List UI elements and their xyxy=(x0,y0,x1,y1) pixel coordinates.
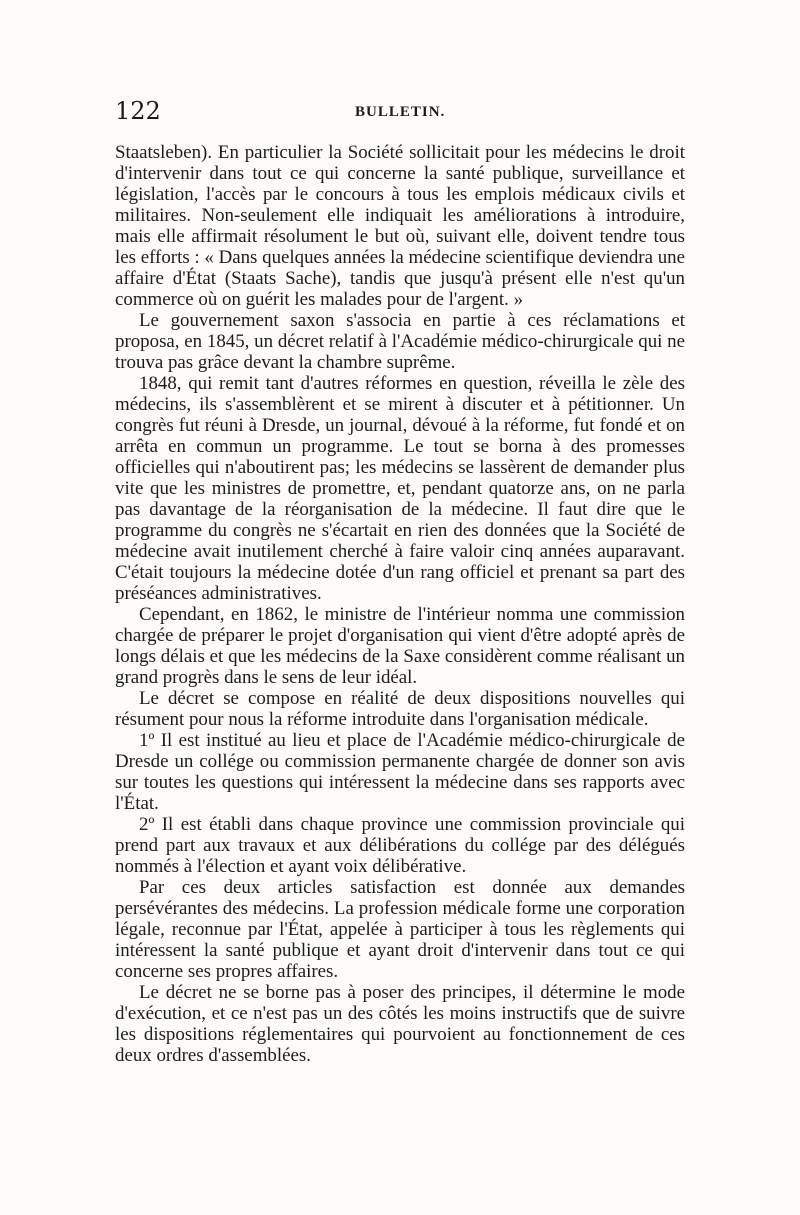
paragraph: Le décret ne se borne pas à poser des principes, il détermine le mode d'exécution, et ce n'est pas un des côtés les moins instructifs que de suivre les dispositions réglementaires qui pourvoient au fonctionnement de ces deux ordres d'assemblées. xyxy=(115,982,685,1066)
page-header xyxy=(115,96,685,130)
paragraph: 1848, qui remit tant d'autres réformes en question, réveilla le zèle des médecins, ils s'assemblèrent et se mirent à discuter et à pétitionner. Un congrès fut réuni à Dresde, un journal, dévoué à la réforme, fut fondé et on arrêta en commun un programme. Le tout se borna à des promesses officielles qui n'aboutirent pas; les médecins se lassèrent de demander plus vite que les ministres de promettre, et, pendant quatorze ans, on ne parla pas davantage de la réorganisation de la médecine. Il faut dire que le programme du congrès ne s'écartait en rien des données que la Société de médecine avait inutilement cherché à faire valoir cinq années auparavant. C'était toujours la médecine dotée d'un rang officiel et prenant sa part des préséances administratives. xyxy=(115,373,685,604)
page-number: 122 xyxy=(115,97,161,125)
paragraph: Par ces deux articles satisfaction est donnée aux demandes persévérantes des médecins. La profession médicale forme une corporation légale, reconnue par l'État, appelée à participer à tous les règlements qui intéressent la santé publique et ayant droit d'intervenir dans tout ce qui concerne ses propres affaires. xyxy=(115,877,685,982)
paragraph: 1º Il est institué au lieu et place de l'Académie médico-chirurgicale de Dresde un collége ou commission permanente chargée de donner son avis sur toutes les questions qui intéressent la médecine dans ses rapports avec l'État. xyxy=(115,730,685,814)
paragraph: 2º Il est établi dans chaque province une commission provinciale qui prend part aux travaux et aux délibérations du collége par des délégués nommés à l'élection et ayant voix délibérative. xyxy=(115,814,685,877)
body-text xyxy=(115,142,685,1066)
paragraph: Cependant, en 1862, le ministre de l'intérieur nomma une commission chargée de préparer le projet d'organisation qui vient d'être adopté après de longs délais et que les médecins de la Saxe considèrent comme réalisant un grand progrès dans le sens de leur idéal. xyxy=(115,604,685,688)
paragraph: Staatsleben). En particulier la Société sollicitait pour les médecins le droit d'intervenir dans tout ce qui concerne la santé publique, surveillance et législation, l'accès par le concours à tous les emplois médicaux civils et militaires. Non-seulement elle indiquait les améliorations à introduire, mais elle affirmait résolument le but où, suivant elle, doivent tendre tous les efforts : « Dans quelques années la médecine scientifique deviendra une affaire d'État (Staats Sache), tandis que jusqu'à présent elle n'est qu'un commerce où on guérit les malades pour de l'argent. » xyxy=(115,142,685,310)
running-head: BULLETIN. xyxy=(355,104,446,120)
paragraph: Le décret se compose en réalité de deux dispositions nouvelles qui résument pour nous la réforme introduite dans l'organisation médicale. xyxy=(115,688,685,730)
paragraph: Le gouvernement saxon s'associa en partie à ces réclamations et proposa, en 1845, un décret relatif à l'Académie médico-chirurgicale qui ne trouva pas grâce devant la chambre suprême. xyxy=(115,310,685,373)
